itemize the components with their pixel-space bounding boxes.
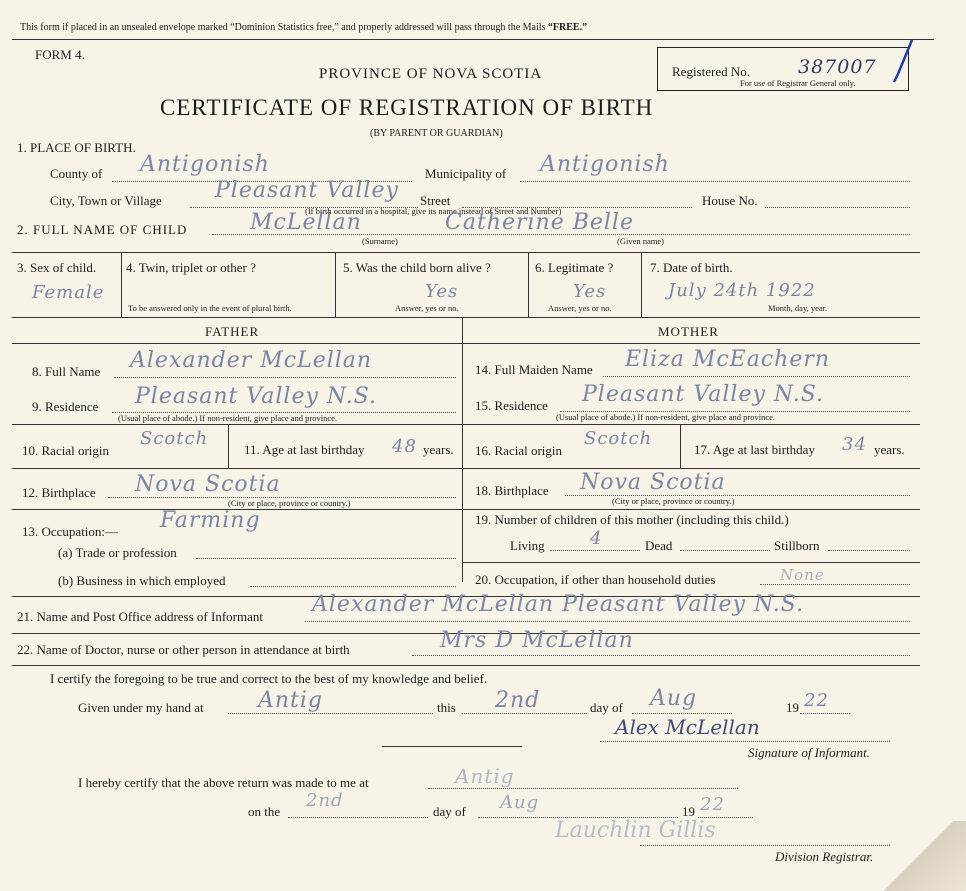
registrar-day-of-label: day of [433,804,466,819]
signature-label: Signature of Informant. [748,745,870,760]
father-age-label: 11. Age at last birthday [244,442,365,457]
house-label: House No. [702,193,758,208]
mother-birthplace-note: (City or place, province or country.) [612,496,735,506]
divider [12,424,462,425]
mail-notice-text: This form if placed in an unsealed envelope marked “Dominion Statistics free,” and properly addressed will pass through the Mails [20,22,548,33]
divider [121,252,122,317]
stillborn-line [828,550,910,551]
father-birthplace-value: Nova Scotia [135,472,281,497]
street-label: Street [420,193,451,208]
father-racial-value: Scotch [140,428,209,449]
doctor-label: 22. Name of Doctor, nurse or other person in attendance at birth [17,642,350,657]
this-label: this [437,700,456,715]
page-title: CERTIFICATE OF REGISTRATION OF BIRTH [160,95,654,120]
father-residence-label: 9. Residence [32,399,99,414]
month-value: Aug [650,686,698,711]
year-value: 22 [804,690,829,711]
twin-label: 4. Twin, triplet or other ? [126,260,256,275]
registered-box [657,47,909,91]
twin-note: To be answered only in the event of plural birth. [128,303,292,313]
divider [680,424,681,468]
divider [462,468,920,469]
day-value: 2nd [495,688,541,713]
registered-note: For use of Registrar General only. [740,78,856,88]
sex-value: Female [32,282,105,303]
divider [528,252,529,317]
father-racial-label: 10. Racial origin [22,443,110,458]
mother-residence-value: Pleasant Valley N.S. [582,382,824,407]
divider [462,424,920,425]
father-birthplace-note: (City or place, province or country.) [228,498,351,508]
place-of-birth-heading: 1. PLACE OF BIRTH. [17,140,136,155]
living-line [550,550,640,551]
father-name-line [114,377,456,378]
informant-label: 21. Name and Post Office address of Informant [17,609,263,624]
born-alive-value: Yes [425,281,459,302]
child-name-label: 2. FULL NAME OF CHILD [17,222,188,237]
municipality-value: Antigonish [540,152,670,177]
business-label: (b) Business in which employed [58,573,226,588]
living-value: 4 [590,528,603,549]
county-label: County of [50,166,103,181]
father-heading: FATHER [205,324,260,339]
certify-text: I certify the foregoing to be true and correct to the best of my knowledge and belief. [50,671,488,686]
dead-line [680,550,770,551]
city-label: City, Town or Village [50,193,162,208]
mother-name-value: Eliza McEachern [625,347,831,372]
birth-date-label: 7. Date of birth. [650,260,733,275]
divider [12,665,920,666]
municipality-label: Municipality of [425,166,507,181]
divider [335,252,336,317]
mail-notice [20,22,587,33]
informant-signature: Alex McLellan [615,715,760,739]
registrar-year-value: 22 [700,794,725,815]
mother-occupation-value: None [780,566,825,584]
province-heading: PROVINCE OF NOVA SCOTIA [319,66,543,82]
born-alive-note: Answer, yes or no. [395,303,459,313]
year-line [800,713,850,714]
stillborn-label: Stillborn [774,538,820,553]
father-name-label: 8. Full Name [32,364,101,379]
sex-label: 3. Sex of child. [17,260,97,275]
registrar-on-the-label: on the [248,804,281,819]
registrar-label: Division Registrar. [775,849,874,864]
legitimate-note: Answer, yes or no. [548,303,612,313]
registrar-day-line [288,817,428,818]
registrar-year-prefix: 19 [682,804,695,819]
registrar-month-value: Aug [500,792,540,813]
father-age-value: 48 [392,436,417,457]
mother-name-label: 14. Full Maiden Name [475,362,593,377]
day-of-label: day of [590,700,623,715]
divider [228,424,229,468]
birth-date-note: Month, day, year. [768,303,828,313]
registered-label: Registered No. [672,64,750,79]
given-at-line [228,713,433,714]
divider [462,317,463,582]
father-occupation-label: 13. Occupation:— [22,524,119,539]
registrar-place-value: Antig [455,764,515,788]
informant-line [305,621,910,622]
father-birthplace-label: 12. Birthplace [22,485,96,500]
mother-name-line [603,376,910,377]
year-prefix: 19 [786,700,799,715]
surname-note: (Surname) [362,236,398,246]
given-note: (Given name) [617,236,664,246]
legitimate-value: Yes [573,281,607,302]
father-residence-value: Pleasant Valley N.S. [135,384,377,409]
children-count-label: 19. Number of children of this mother (including this child.) [475,512,789,527]
mother-age-value: 34 [842,434,867,455]
registrar-signature-line [640,845,890,846]
father-name-value: Alexander McLellan [130,348,373,373]
county-value: Antigonish [140,152,270,177]
mother-occupation-label: 20. Occupation, if other than household duties [475,572,716,587]
divider [462,343,920,344]
divider [12,468,462,469]
month-line [632,713,732,714]
registrar-place-line [428,788,738,789]
city-value: Pleasant Valley [215,178,399,203]
father-occupation-value: Farming [160,508,261,533]
signature-line [600,741,890,742]
born-alive-label: 5. Was the child born alive ? [343,260,491,275]
informant-value: Alexander McLellan Pleasant Valley N.S. [312,592,805,617]
day-line [462,713,587,714]
registrar-text: I hereby certify that the above return was made to me at [78,775,369,790]
given-at-value: Antig [258,688,324,713]
form-number: FORM 4. [35,47,85,62]
child-given-value: Catherine Belle [445,210,634,235]
divider [12,343,462,344]
dead-label: Dead [645,538,673,553]
mother-racial-value: Scotch [584,428,653,449]
doctor-line [412,655,910,656]
divider [12,317,920,318]
mother-age-label: 17. Age at last birthday [694,442,815,457]
mother-occupation-line [760,584,910,585]
page-subtitle: (BY PARENT OR GUARDIAN) [370,128,503,139]
given-at-label: Given under my hand at [78,700,204,715]
pen-stroke-icon [888,36,916,86]
registrar-day-value: 2nd [306,790,344,811]
trade-line [196,558,456,559]
divider [12,39,934,40]
hospital-note: (If birth occurred in a hospital, give its name instead of Street and Number) [305,206,562,216]
mother-heading: MOTHER [658,324,719,339]
mother-birthplace-label: 18. Birthplace [475,483,549,498]
house-line [765,207,910,208]
registrar-signature: Lauchlin Gillis [555,818,716,843]
trade-label: (a) Trade or profession [58,545,177,560]
child-surname-value: McLellan [250,210,362,235]
municipality-line [520,181,910,182]
business-line [250,586,456,587]
doctor-value: Mrs D McLellan [440,628,634,653]
father-residence-note: (Usual place of abode.) If non-resident, give place and province. [118,413,338,423]
divider [462,562,920,563]
father-years-label: years. [423,442,454,457]
birth-date-value: July 24th 1922 [668,280,816,301]
mother-residence-note: (Usual place of abode.) If non-resident, give place and province. [556,412,776,422]
divider [462,509,920,510]
mother-years-label: years. [874,442,905,457]
divider [382,746,522,747]
mother-racial-label: 16. Racial origin [475,443,563,458]
registered-number: 387007 [798,56,877,78]
mother-birthplace-value: Nova Scotia [580,470,726,495]
mail-notice-free: “FREE.” [547,22,588,33]
mother-residence-label: 15. Residence [475,398,548,413]
legitimate-label: 6. Legitimate ? [535,260,614,275]
divider [12,252,920,253]
divider [641,252,642,317]
living-label: Living [510,538,545,553]
